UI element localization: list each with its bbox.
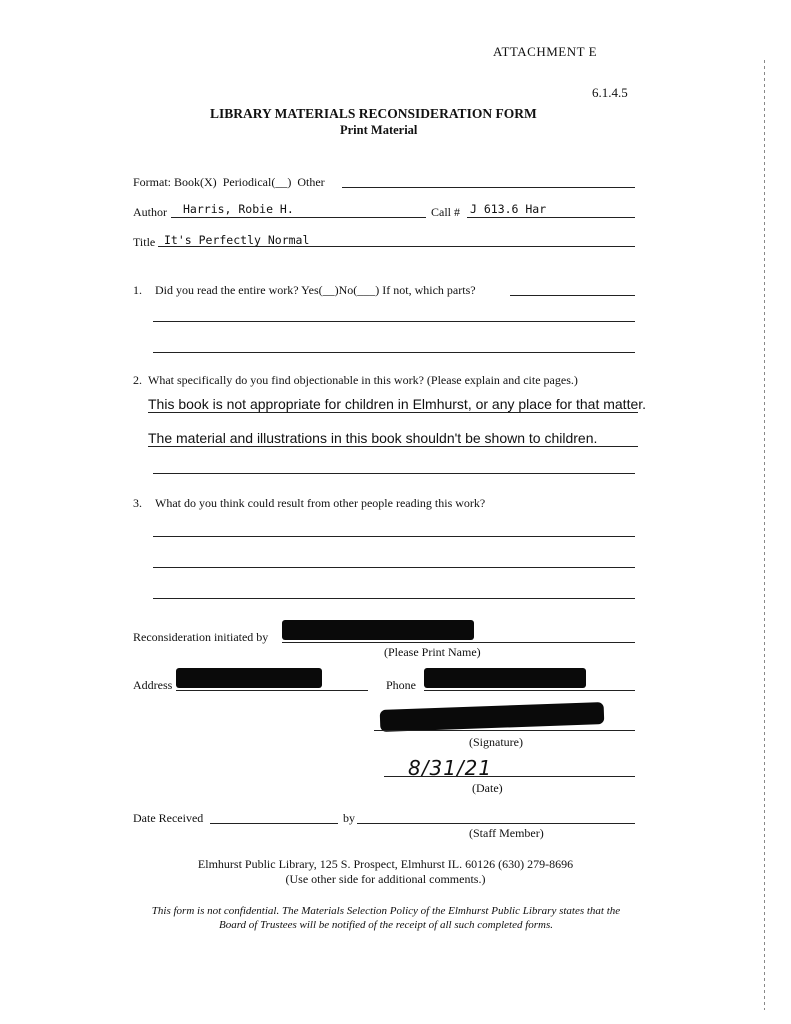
redacted-signature	[380, 702, 605, 732]
question-3-text: What do you think could result from other people reading this work?	[155, 496, 486, 510]
date-received-label: Date Received	[133, 811, 204, 825]
title-field-line	[158, 246, 635, 247]
additional-comments-note: (Use other side for additional comments.)	[285, 872, 486, 886]
address-field[interactable]	[176, 690, 368, 691]
signature-caption: (Signature)	[469, 735, 523, 749]
date-caption: (Date)	[472, 781, 503, 795]
question-2-answer-2[interactable]: The material and illustrations in this book shouldn't be shown to children.	[148, 430, 598, 446]
format-other-field[interactable]	[342, 187, 635, 188]
question-3-answer-line[interactable]	[153, 598, 635, 599]
question-2-answer-line	[148, 412, 638, 413]
question-2-answer-line[interactable]	[153, 473, 635, 474]
disclaimer-line-2: Board of Trustees will be notified of the receipt of all such completed forms.	[218, 919, 554, 931]
format-other-option[interactable]: Other	[297, 175, 325, 189]
handwritten-date[interactable]: 8/31/21	[408, 756, 493, 780]
author-value[interactable]: Harris, Robie H.	[183, 202, 294, 216]
author-label: Author	[133, 205, 167, 219]
format-label	[133, 175, 325, 189]
attachment-label: ATTACHMENT E	[493, 44, 598, 59]
library-address: Elmhurst Public Library, 125 S. Prospect, Elmhurst IL. 60126 (630) 279-8696	[197, 857, 574, 871]
call-number-field-line	[467, 217, 635, 218]
question-1-answer-line[interactable]	[153, 352, 635, 353]
question-1-number: 1.	[133, 283, 142, 297]
signature-field[interactable]	[374, 730, 635, 731]
address-label: Address	[133, 678, 173, 692]
form-title: LIBRARY MATERIALS RECONSIDERATION FORM	[210, 106, 537, 121]
title-value[interactable]: It's Perfectly Normal	[164, 233, 310, 247]
date-received-field[interactable]	[210, 823, 338, 824]
question-1-answer-line[interactable]	[153, 321, 635, 322]
phone-field[interactable]	[424, 690, 635, 691]
format-label-text: Format:	[133, 175, 171, 189]
disclaimer-line-1: This form is not confidential. The Materials Selection Policy of the Elmhurst Public Library states that the	[151, 905, 621, 917]
staff-member-caption: (Staff Member)	[469, 826, 544, 840]
initiator-label: Reconsideration initiated by	[133, 630, 269, 644]
question-2-answer-line	[148, 446, 638, 447]
question-2-answer-1[interactable]: This book is not appropriate for children in Elmhurst, or any place for that matter.	[148, 396, 647, 412]
received-by-field[interactable]	[357, 823, 635, 824]
format-periodical-option[interactable]: Periodical(__)	[222, 175, 292, 189]
format-book-checkbox[interactable]: (X)	[200, 175, 217, 189]
redacted-phone	[424, 668, 586, 688]
call-number-value[interactable]: J 613.6 Har	[470, 202, 547, 216]
form-subtitle: Print Material	[340, 123, 418, 137]
redacted-address	[176, 668, 322, 688]
date-field[interactable]	[384, 776, 635, 777]
phone-label: Phone	[386, 678, 416, 692]
question-3-number: 3.	[133, 496, 142, 510]
call-number-label: Call #	[431, 205, 460, 219]
form-code: 6.1.4.5	[592, 85, 628, 100]
print-name-caption: (Please Print Name)	[384, 645, 481, 659]
question-2-text: What specifically do you find objectionable in this work? (Please explain and cite pages.)	[148, 373, 578, 387]
redacted-name	[282, 620, 474, 640]
question-3-answer-line[interactable]	[153, 536, 635, 537]
question-2-number: 2.	[133, 373, 142, 387]
format-book-option[interactable]: Book	[174, 175, 201, 189]
question-1-text: Did you read the entire work? Yes(__)No(___) If not, which parts?	[155, 283, 476, 297]
question-1-answer-line[interactable]	[510, 295, 635, 296]
scan-edge-line	[764, 60, 765, 1010]
title-label: Title	[133, 235, 156, 249]
initiator-name-field[interactable]	[282, 642, 635, 643]
received-by-label: by	[343, 811, 355, 825]
question-3-answer-line[interactable]	[153, 567, 635, 568]
author-field-line	[171, 217, 426, 218]
